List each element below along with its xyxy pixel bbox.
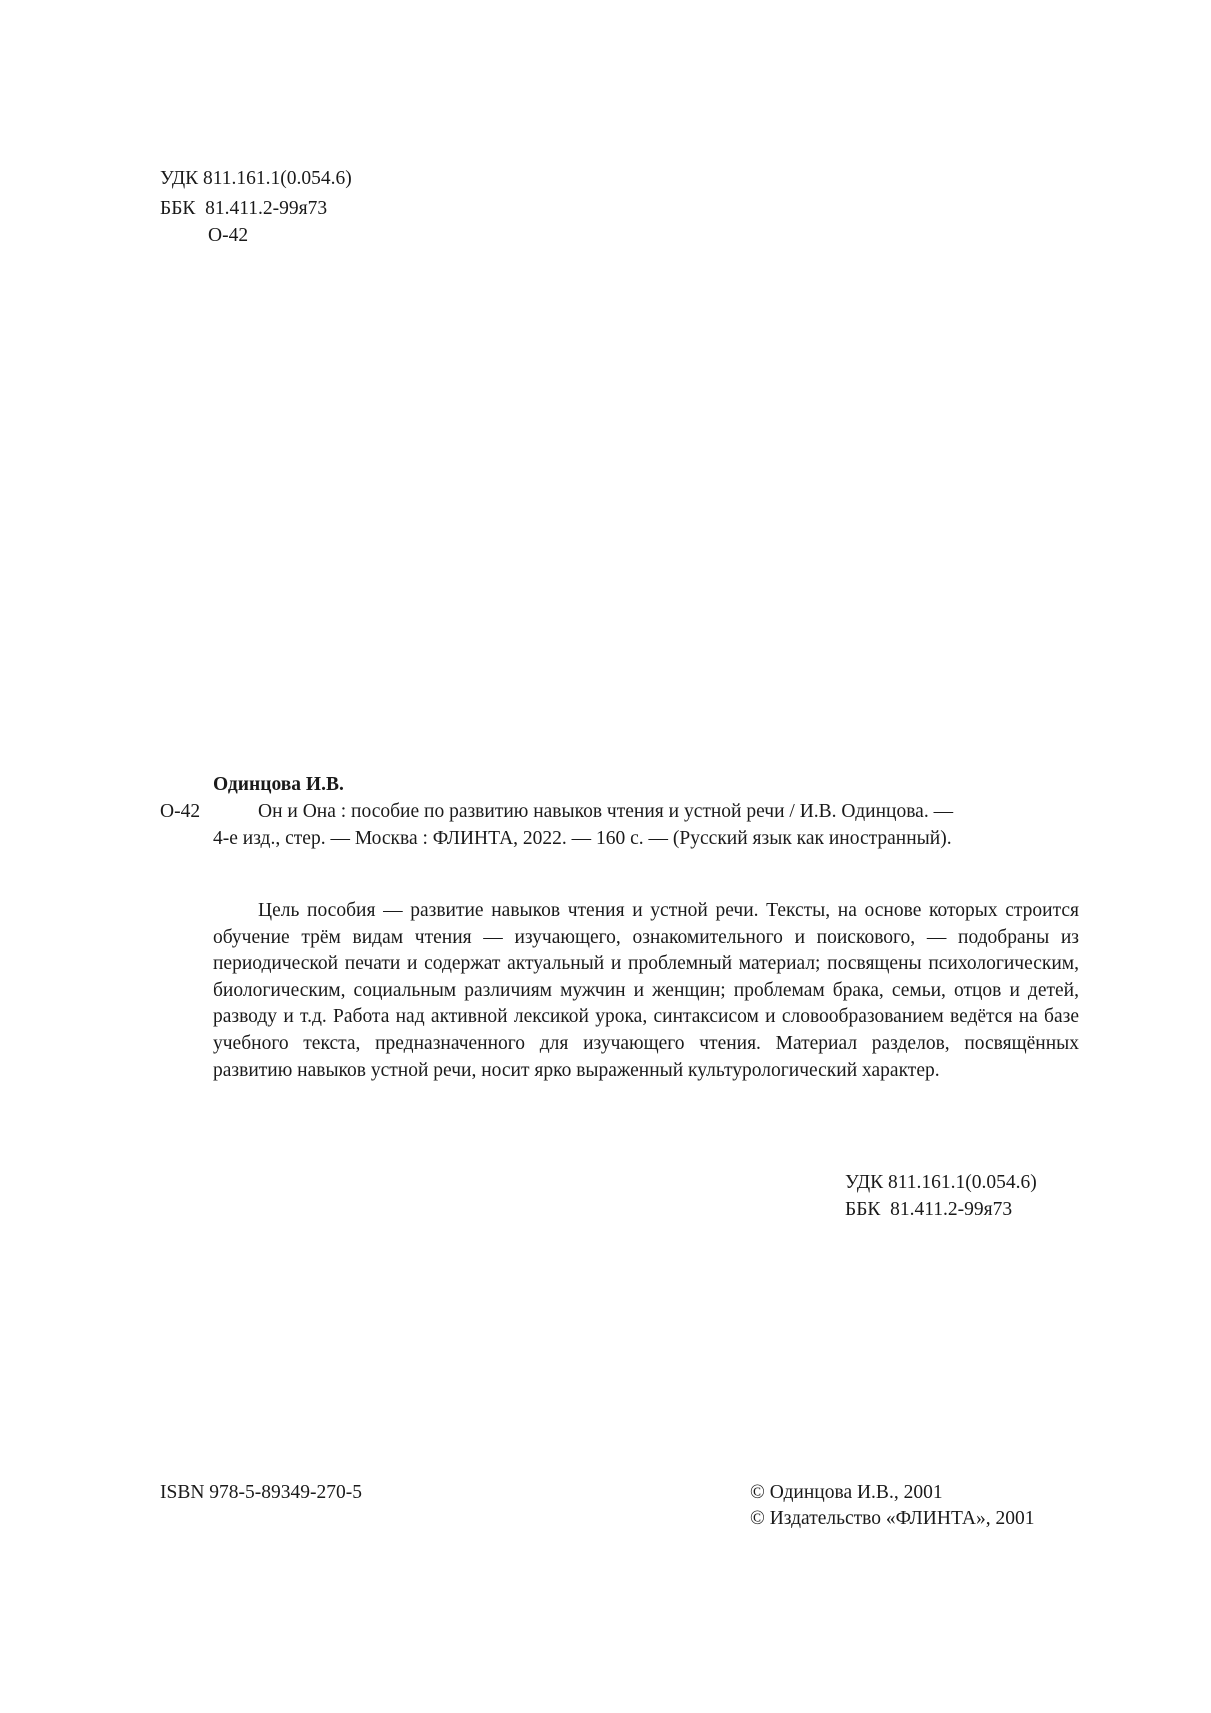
- book-abstract: Цель пособия — развитие навыков чтения и устной речи. Тексты, на основе которых строится обучение трём видам чтения — изучающего, ознакомительного и поискового, — подобраны из периодической печати и содержат актуальный и проблемный материал; посвящены психологическим, биологическим, социальным различиям мужчин и женщин; проблемам брака, семьи, отцов и детей, разводу и т.д. Работа над активной лексикой урока, синтаксисом и словообразованием ведётся на базе учебного текста, предназначенного для изучающего чтения. Материал разделов, посвящённых развитию навыков устной речи, носит ярко выраженный культурологический характер.: [213, 900, 1079, 1081]
- udk-code-bottom: УДК 811.161.1(0.054.6): [845, 1172, 1037, 1193]
- copyright-author: © Одинцова И.В., 2001: [750, 1482, 943, 1503]
- isbn: ISBN 978-5-89349-270-5: [160, 1482, 363, 1503]
- cutter-mark-side: О-42: [160, 801, 201, 822]
- udk-code-top: УДК 811.161.1(0.054.6): [160, 168, 352, 189]
- author-name: Одинцова И.В.: [213, 774, 344, 795]
- bbk-code-bottom: ББК 81.411.2-99я73: [845, 1199, 1013, 1220]
- edition-info-line: 4-е изд., стер. — Москва : ФЛИНТА, 2022. — 160 с. — (Русский язык как иностранный).: [213, 828, 952, 849]
- book-title-line: Он и Она : пособие по развитию навыков чтения и устной речи / И.В. Одинцова. —: [258, 801, 954, 822]
- cutter-mark-top: О-42: [208, 225, 249, 246]
- copyright-publisher: © Издательство «ФЛИНТА», 2001: [750, 1508, 1035, 1529]
- bbk-code-top: ББК 81.411.2-99я73: [160, 198, 328, 219]
